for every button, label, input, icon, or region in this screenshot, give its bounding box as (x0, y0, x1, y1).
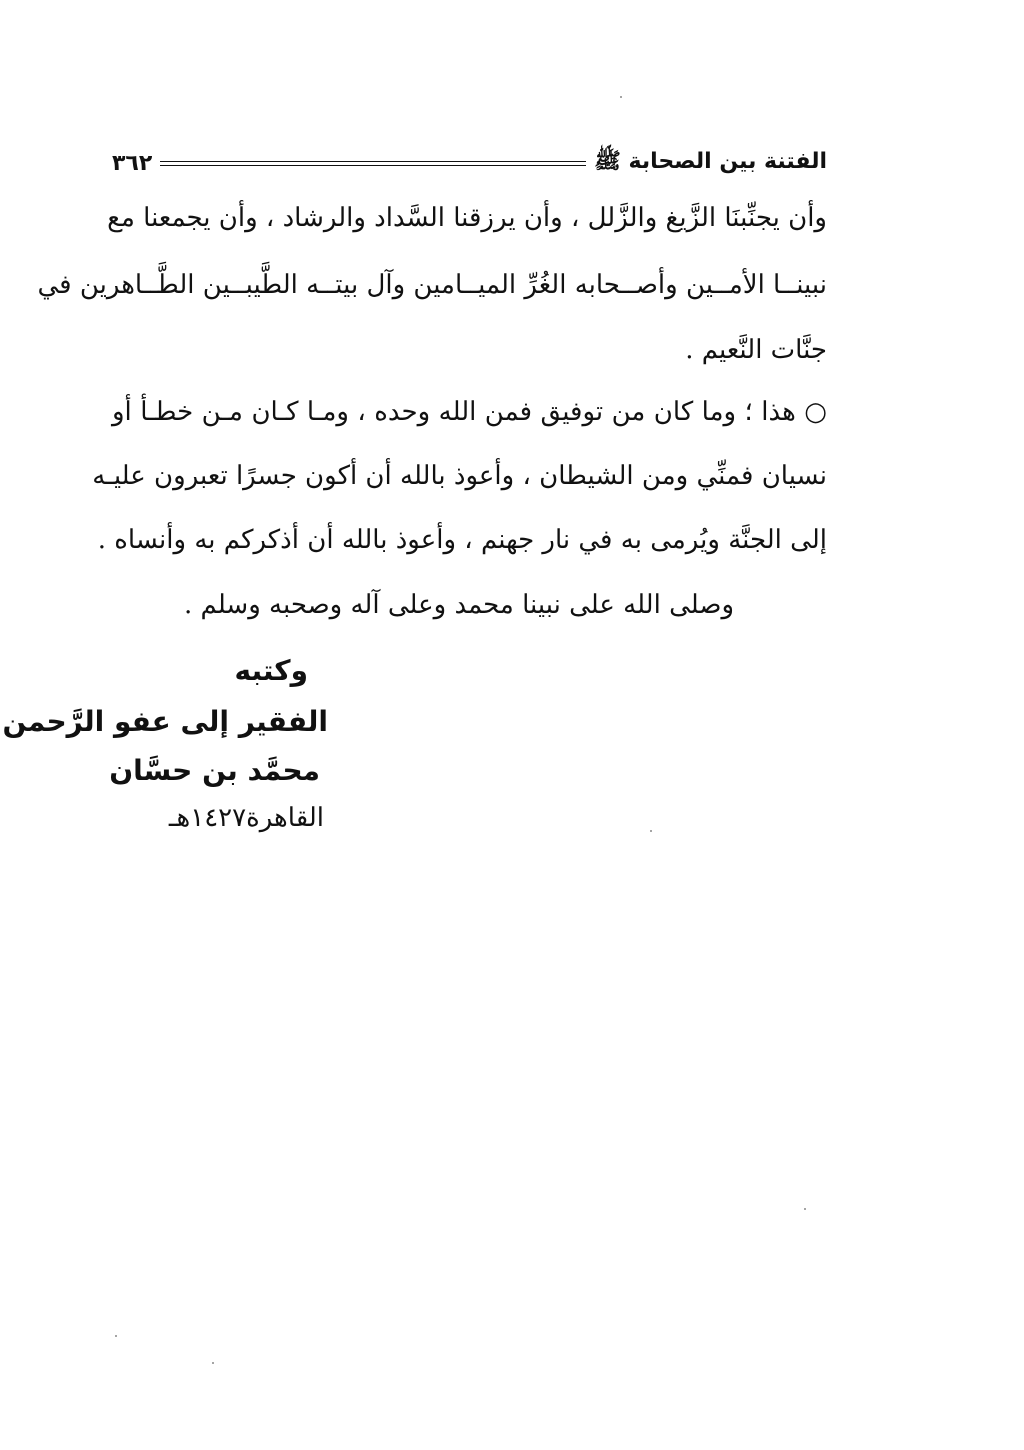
scan-speck (650, 830, 652, 832)
paragraph-1-line-3: جنَّات النَّعيم . (685, 335, 827, 365)
scan-speck (212, 1362, 214, 1364)
page-number: ٣٦٢ (112, 150, 153, 176)
scan-speck (115, 1335, 117, 1337)
closing-prayer: وصلى الله على نبينا محمد وعلى آله وصحبه وسلم . (183, 590, 734, 620)
page-header (112, 146, 827, 180)
header-rule (160, 161, 586, 166)
paragraph-2-line-3: إلى الجنَّة ويُرمى به في نار جهنم ، وأعوذ بالله أن أذكركم به وأنساه . (97, 525, 827, 555)
paragraph-1-line-1: وأن يجنِّبنَا الزَّيغ والزَّلل ، وأن يرزقنا السَّداد والرشاد ، وأن يجمعنا مع (107, 203, 827, 233)
paragraph-2-line-1: ○ هذا ؛ وما كان من توفيق فمن الله وحده ، ومـا كـان مـن خطـأ أو (112, 397, 827, 427)
scan-speck (804, 1208, 806, 1210)
signature-wrote: وكتبه (234, 654, 308, 687)
signature-epithet: الفقير إلى عفو الرَّحمن (2, 705, 328, 738)
paragraph-1-line-2: نبينــا الأمــين وأصــحابه الغُرِّ الميــامين وآل بيتــه الطَّيبــين الطَّــاهرين في (37, 270, 827, 300)
signature-place-date: القاهرة١٤٢٧هـ (168, 803, 324, 833)
paragraph-2-line-2: نسيان فمنِّي ومن الشيطان ، وأعوذ بالله أن أكون جسرًا تعبرون عليـه (92, 461, 827, 491)
running-title: الفتنة بين الصحابة ﷺ (594, 149, 827, 174)
signature-author-name: محمَّد بن حسَّان (109, 754, 320, 787)
scan-speck (620, 96, 622, 98)
